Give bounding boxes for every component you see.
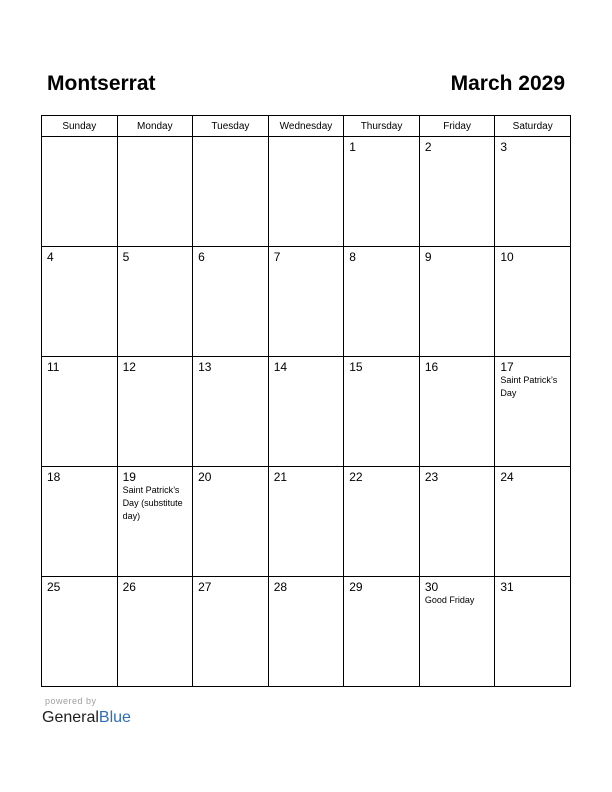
weekday-header: Thursday bbox=[344, 116, 420, 137]
day-cell bbox=[268, 577, 344, 687]
holiday-label: Saint Patrick’s Day (substitute day) bbox=[122, 485, 183, 521]
powered-by-label: powered by bbox=[45, 696, 97, 706]
weekday-header: Wednesday bbox=[268, 116, 344, 137]
day-number: 13 bbox=[198, 360, 212, 374]
day-cell bbox=[42, 357, 118, 467]
day-cell bbox=[193, 137, 269, 247]
day-number: 17 bbox=[500, 360, 514, 374]
day-cell bbox=[268, 247, 344, 357]
day-cell bbox=[344, 357, 420, 467]
day-cell bbox=[117, 247, 193, 357]
week-row bbox=[42, 247, 571, 357]
day-number: 25 bbox=[47, 580, 61, 594]
day-cell bbox=[117, 357, 193, 467]
day-number: 3 bbox=[500, 140, 508, 154]
day-number: 31 bbox=[500, 580, 514, 594]
day-number: 1 bbox=[349, 140, 356, 154]
country-title: Montserrat bbox=[47, 72, 156, 95]
day-number: 29 bbox=[349, 580, 363, 594]
day-cell bbox=[419, 137, 495, 247]
day-cell bbox=[495, 357, 571, 467]
day-cell bbox=[42, 467, 118, 577]
day-cell bbox=[117, 137, 193, 247]
day-cell bbox=[344, 577, 420, 687]
day-number: 14 bbox=[273, 360, 288, 374]
day-cell bbox=[344, 137, 420, 247]
day-cell bbox=[117, 467, 193, 577]
day-number: 6 bbox=[198, 250, 205, 264]
day-number: 30 bbox=[424, 580, 439, 594]
day-cell bbox=[42, 247, 118, 357]
day-cell bbox=[193, 577, 269, 687]
day-number: 8 bbox=[349, 250, 356, 264]
brand-logo bbox=[42, 708, 131, 728]
day-number: 22 bbox=[349, 470, 363, 484]
day-number: 4 bbox=[47, 250, 54, 264]
day-number: 7 bbox=[273, 250, 281, 264]
holiday-label: Good Friday bbox=[424, 595, 475, 605]
weekday-header: Friday bbox=[419, 116, 495, 137]
weekday-header-row bbox=[42, 116, 571, 137]
day-cell bbox=[193, 467, 269, 577]
day-number: 23 bbox=[424, 470, 439, 484]
day-cell bbox=[419, 467, 495, 577]
weekday-header: Sunday bbox=[42, 116, 118, 137]
day-cell bbox=[117, 577, 193, 687]
day-cell bbox=[42, 137, 118, 247]
week-row bbox=[42, 357, 571, 467]
day-number: 16 bbox=[424, 360, 439, 374]
day-number: 10 bbox=[500, 250, 514, 264]
day-number: 11 bbox=[47, 360, 60, 374]
day-cell bbox=[495, 467, 571, 577]
day-cell bbox=[495, 247, 571, 357]
month-year-title: March 2029 bbox=[450, 72, 565, 95]
day-cell bbox=[419, 247, 495, 357]
weekday-header: Tuesday bbox=[193, 116, 269, 137]
brand-name-general: General bbox=[42, 709, 99, 726]
day-cell bbox=[268, 137, 344, 247]
day-cell bbox=[193, 247, 269, 357]
day-cell bbox=[495, 577, 571, 687]
day-cell bbox=[344, 247, 420, 357]
day-number: 12 bbox=[122, 360, 136, 374]
day-number: 15 bbox=[349, 360, 363, 374]
day-number: 5 bbox=[122, 250, 130, 264]
day-cell bbox=[268, 467, 344, 577]
week-row bbox=[42, 467, 571, 577]
day-cell bbox=[193, 357, 269, 467]
weekday-header: Monday bbox=[117, 116, 193, 137]
day-number: 2 bbox=[424, 140, 432, 154]
day-cell bbox=[344, 467, 420, 577]
day-number: 28 bbox=[273, 580, 288, 594]
day-number: 26 bbox=[122, 580, 136, 594]
calendar-grid bbox=[41, 115, 571, 687]
day-cell bbox=[419, 577, 495, 687]
week-row bbox=[42, 137, 571, 247]
day-number: 27 bbox=[198, 580, 212, 594]
day-cell bbox=[42, 577, 118, 687]
week-row bbox=[42, 577, 571, 687]
day-number: 24 bbox=[500, 470, 514, 484]
weekday-header: Saturday bbox=[495, 116, 571, 137]
footer-branding bbox=[42, 696, 131, 728]
holiday-label: Saint Patrick’s Day bbox=[500, 375, 558, 398]
day-cell bbox=[495, 137, 571, 247]
day-cell bbox=[268, 357, 344, 467]
brand-name-blue: Blue bbox=[98, 709, 131, 726]
day-number: 19 bbox=[122, 470, 136, 484]
day-number: 20 bbox=[198, 470, 212, 484]
day-number: 18 bbox=[47, 470, 61, 484]
day-number: 9 bbox=[424, 250, 432, 264]
day-number: 21 bbox=[273, 470, 288, 484]
day-cell bbox=[419, 357, 495, 467]
